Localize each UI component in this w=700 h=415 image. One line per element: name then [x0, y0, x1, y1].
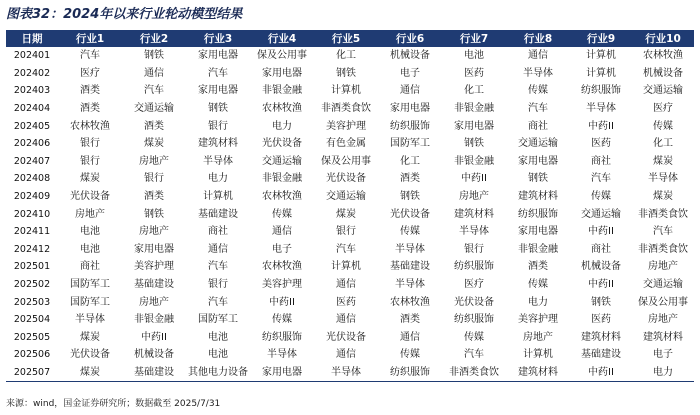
industry-cell: 汽车	[464, 349, 484, 361]
industry-cell: 光伏设备	[390, 208, 430, 220]
industry-cell: 光伏设备	[262, 138, 302, 150]
industry-cell: 基础建设	[581, 349, 621, 361]
date-cell: 202504	[13, 314, 51, 326]
industry-cell: 医疗	[653, 103, 673, 115]
industry-cell: 化工	[400, 155, 420, 167]
industry-cell: 计算机	[203, 191, 233, 203]
industry-cell: 交通运输	[326, 191, 366, 203]
industry-cell: 半导体	[395, 243, 425, 255]
industry-cell: 商社	[591, 243, 611, 255]
table-row	[6, 170, 694, 188]
industry-cell: 家用电器	[518, 226, 558, 238]
industry-cell: 医药	[591, 138, 611, 150]
industry-cell: 传媒	[528, 279, 548, 291]
industry-cell: 机械设备	[643, 67, 683, 79]
industry-cell: 机械设备	[134, 349, 174, 361]
header-industry-1: 行业1	[75, 33, 105, 45]
industry-cell: 房地产	[648, 314, 678, 326]
industry-cell: 保及公用事	[321, 155, 371, 167]
industry-cell: 煤炭	[80, 173, 100, 185]
industry-cell: 医疗	[80, 67, 100, 79]
industry-cell: 半导体	[648, 173, 678, 185]
header-industry-6: 行业6	[395, 33, 425, 45]
industry-cell: 银行	[80, 155, 100, 167]
industry-cell: 钢铁	[144, 208, 164, 220]
table-row	[6, 329, 694, 347]
date-cell: 202507	[13, 366, 51, 378]
industry-cell: 房地产	[139, 155, 169, 167]
industry-cell: 传媒	[591, 191, 611, 203]
industry-cell: 银行	[80, 138, 100, 150]
industry-cell: 农林牧渔	[262, 261, 302, 273]
industry-cell: 钢铁	[144, 50, 164, 62]
rotation-table-container	[6, 30, 694, 382]
industry-cell: 商社	[208, 226, 228, 238]
date-cell: 202502	[13, 279, 51, 291]
industry-cell: 商社	[591, 155, 611, 167]
source-note: 来源：wind，国金证券研究所；数据截至 2025/7/31	[6, 399, 221, 409]
industry-cell: 半导体	[331, 366, 361, 378]
table-row	[6, 346, 694, 364]
industry-cell: 交通运输	[581, 208, 621, 220]
industry-cell: 医药	[464, 67, 484, 79]
industry-cell: 传媒	[272, 314, 292, 326]
rotation-table	[6, 30, 694, 381]
industry-cell: 中药II	[141, 331, 167, 343]
industry-cell: 交通运输	[134, 103, 174, 115]
industry-cell: 汽车	[208, 67, 228, 79]
date-cell: 202409	[13, 191, 51, 203]
industry-cell: 中药II	[461, 173, 487, 185]
industry-cell: 美容护理	[326, 120, 366, 132]
industry-cell: 煤炭	[80, 331, 100, 343]
industry-cell: 纺织服饰	[390, 366, 430, 378]
industry-cell: 非银金融	[134, 314, 174, 326]
industry-cell: 汽车	[653, 226, 673, 238]
industry-cell: 建筑材料	[518, 191, 558, 203]
industry-cell: 钢铁	[591, 296, 611, 308]
industry-cell: 非酒类食饮	[638, 208, 688, 220]
industry-cell: 建筑材料	[518, 366, 558, 378]
industry-cell: 医药	[591, 314, 611, 326]
industry-cell: 机械设备	[390, 50, 430, 62]
industry-cell: 汽车	[591, 173, 611, 185]
industry-cell: 非银金融	[518, 243, 558, 255]
industry-cell: 汽车	[208, 296, 228, 308]
industry-cell: 银行	[144, 173, 164, 185]
industry-cell: 美容护理	[262, 279, 302, 291]
header-industry-2: 行业2	[139, 33, 169, 45]
table-row	[6, 188, 694, 206]
industry-cell: 半导体	[203, 155, 233, 167]
industry-cell: 交通运输	[643, 85, 683, 97]
header-industry-10: 行业10	[645, 33, 681, 45]
industry-cell: 房地产	[75, 208, 105, 220]
industry-cell: 通信	[400, 85, 420, 97]
industry-cell: 化工	[336, 50, 356, 62]
industry-cell: 光伏设备	[70, 191, 110, 203]
industry-cell: 纺织服饰	[454, 314, 494, 326]
industry-cell: 光伏设备	[70, 349, 110, 361]
industry-cell: 保及公用事	[638, 296, 688, 308]
industry-cell: 通信	[208, 243, 228, 255]
industry-cell: 光伏设备	[454, 296, 494, 308]
table-row	[6, 364, 694, 382]
industry-cell: 有色金属	[326, 138, 366, 150]
industry-cell: 商社	[80, 261, 100, 273]
industry-cell: 交通运输	[262, 155, 302, 167]
industry-cell: 商社	[528, 120, 548, 132]
industry-cell: 国防军工	[70, 279, 110, 291]
industry-cell: 机械设备	[581, 261, 621, 273]
industry-cell: 电力	[653, 366, 673, 378]
industry-cell: 基础建设	[198, 208, 238, 220]
industry-cell: 电子	[272, 243, 292, 255]
industry-cell: 医药	[336, 296, 356, 308]
header-industry-3: 行业3	[203, 33, 233, 45]
industry-cell: 基础建设	[390, 261, 430, 273]
industry-cell: 中药II	[588, 279, 614, 291]
industry-cell: 半导体	[459, 226, 489, 238]
industry-cell: 煤炭	[336, 208, 356, 220]
industry-cell: 汽车	[528, 103, 548, 115]
industry-cell: 电池	[80, 243, 100, 255]
date-cell: 202501	[13, 261, 51, 273]
industry-cell: 传媒	[400, 349, 420, 361]
industry-cell: 建筑材料	[581, 331, 621, 343]
industry-cell: 半导体	[523, 67, 553, 79]
industry-cell: 国防军工	[70, 296, 110, 308]
industry-cell: 纺织服饰	[390, 120, 430, 132]
industry-cell: 纺织服饰	[454, 261, 494, 273]
date-cell: 202412	[13, 243, 51, 255]
industry-cell: 家用电器	[198, 85, 238, 97]
table-row	[6, 293, 694, 311]
industry-cell: 家用电器	[454, 120, 494, 132]
industry-cell: 非酒类食饮	[638, 243, 688, 255]
industry-cell: 美容护理	[518, 314, 558, 326]
industry-cell: 保及公用事	[257, 50, 307, 62]
industry-cell: 房地产	[139, 226, 169, 238]
industry-cell: 钢铁	[336, 67, 356, 79]
industry-cell: 电力	[208, 173, 228, 185]
header-industry-8: 行业8	[523, 33, 553, 45]
industry-cell: 农林牧渔	[70, 120, 110, 132]
industry-cell: 半导体	[395, 279, 425, 291]
industry-cell: 非酒类食饮	[321, 103, 371, 115]
industry-cell: 汽车	[80, 50, 100, 62]
industry-cell: 计算机	[331, 261, 361, 273]
industry-cell: 非银金融	[262, 85, 302, 97]
industry-cell: 传媒	[653, 120, 673, 132]
industry-cell: 基础建设	[134, 366, 174, 378]
table-row	[6, 117, 694, 135]
date-cell: 202408	[13, 173, 51, 185]
industry-cell: 通信	[336, 279, 356, 291]
industry-cell: 光伏设备	[326, 331, 366, 343]
industry-cell: 酒类	[528, 261, 548, 273]
industry-cell: 煤炭	[144, 138, 164, 150]
industry-cell: 家用电器	[198, 50, 238, 62]
industry-cell: 半导体	[267, 349, 297, 361]
industry-cell: 煤炭	[653, 191, 673, 203]
industry-cell: 美容护理	[134, 261, 174, 273]
industry-cell: 电池	[464, 50, 484, 62]
date-cell: 202403	[13, 85, 51, 97]
industry-cell: 建筑材料	[454, 208, 494, 220]
industry-cell: 计算机	[586, 50, 616, 62]
date-cell: 202404	[13, 103, 51, 115]
industry-cell: 计算机	[523, 349, 553, 361]
industry-cell: 非酒类食饮	[449, 366, 499, 378]
table-row	[6, 135, 694, 153]
table-row	[6, 276, 694, 294]
table-row	[6, 47, 694, 65]
date-cell: 202506	[13, 349, 51, 361]
industry-cell: 电池	[208, 349, 228, 361]
table-row	[6, 100, 694, 118]
industry-cell: 农林牧渔	[262, 191, 302, 203]
industry-cell: 医疗	[464, 279, 484, 291]
date-cell: 202505	[13, 331, 51, 343]
industry-cell: 电力	[272, 120, 292, 132]
table-row	[6, 153, 694, 171]
date-cell: 202401	[13, 50, 51, 62]
industry-cell: 交通运输	[518, 138, 558, 150]
date-cell: 202503	[13, 296, 51, 308]
industry-cell: 电子	[400, 67, 420, 79]
industry-cell: 中药II	[588, 120, 614, 132]
industry-cell: 传媒	[528, 85, 548, 97]
industry-cell: 通信	[272, 226, 292, 238]
industry-cell: 钢铁	[528, 173, 548, 185]
industry-cell: 中药II	[588, 226, 614, 238]
industry-cell: 酒类	[80, 85, 100, 97]
date-cell: 202405	[13, 120, 51, 132]
date-cell: 202402	[13, 67, 51, 79]
industry-cell: 银行	[464, 243, 484, 255]
table-bottom-rule	[6, 381, 694, 382]
industry-cell: 煤炭	[653, 155, 673, 167]
industry-cell: 农林牧渔	[643, 50, 683, 62]
industry-cell: 钢铁	[208, 103, 228, 115]
industry-cell: 农林牧渔	[390, 296, 430, 308]
industry-cell: 酒类	[144, 191, 164, 203]
industry-cell: 非银金融	[454, 155, 494, 167]
industry-cell: 计算机	[331, 85, 361, 97]
table-header	[6, 30, 694, 47]
industry-cell: 房地产	[139, 296, 169, 308]
industry-cell: 化工	[653, 138, 673, 150]
industry-cell: 银行	[208, 120, 228, 132]
industry-cell: 国防军工	[198, 314, 238, 326]
industry-cell: 家用电器	[134, 243, 174, 255]
industry-cell: 传媒	[272, 208, 292, 220]
industry-cell: 农林牧渔	[262, 103, 302, 115]
industry-cell: 家用电器	[518, 155, 558, 167]
industry-cell: 通信	[336, 314, 356, 326]
industry-cell: 家用电器	[262, 366, 302, 378]
header-industry-4: 行业4	[267, 33, 297, 45]
industry-cell: 银行	[336, 226, 356, 238]
industry-cell: 汽车	[208, 261, 228, 273]
date-cell: 202407	[13, 155, 51, 167]
industry-cell: 酒类	[400, 314, 420, 326]
industry-cell: 家用电器	[390, 103, 430, 115]
header-date: 日期	[21, 33, 43, 45]
table-body	[6, 47, 694, 381]
date-cell: 202410	[13, 208, 51, 220]
industry-cell: 纺织服饰	[262, 331, 302, 343]
industry-cell: 非银金融	[262, 173, 302, 185]
header-industry-5: 行业5	[331, 33, 361, 45]
industry-cell: 通信	[336, 349, 356, 361]
industry-cell: 电池	[80, 226, 100, 238]
header-industry-7: 行业7	[459, 33, 489, 45]
industry-cell: 建筑材料	[643, 331, 683, 343]
table-row	[6, 65, 694, 83]
industry-cell: 半导体	[75, 314, 105, 326]
industry-cell: 房地产	[459, 191, 489, 203]
industry-cell: 非银金融	[454, 103, 494, 115]
industry-cell: 电力	[528, 296, 548, 308]
industry-cell: 家用电器	[262, 67, 302, 79]
table-row	[6, 258, 694, 276]
industry-cell: 国防军工	[390, 138, 430, 150]
table-row	[6, 205, 694, 223]
industry-cell: 计算机	[586, 67, 616, 79]
industry-cell: 汽车	[144, 85, 164, 97]
industry-cell: 纺织服饰	[518, 208, 558, 220]
industry-cell: 酒类	[400, 173, 420, 185]
industry-cell: 建筑材料	[198, 138, 238, 150]
industry-cell: 基础建设	[134, 279, 174, 291]
industry-cell: 房地产	[648, 261, 678, 273]
industry-cell: 中药II	[269, 296, 295, 308]
date-cell: 202411	[13, 226, 51, 238]
industry-cell: 传媒	[400, 226, 420, 238]
table-row	[6, 241, 694, 259]
industry-cell: 光伏设备	[326, 173, 366, 185]
industry-cell: 钢铁	[464, 138, 484, 150]
industry-cell: 钢铁	[400, 191, 420, 203]
industry-cell: 传媒	[464, 331, 484, 343]
table-row	[6, 223, 694, 241]
industry-cell: 通信	[400, 331, 420, 343]
industry-cell: 中药II	[588, 366, 614, 378]
industry-cell: 煤炭	[80, 366, 100, 378]
industry-cell: 通信	[528, 50, 548, 62]
industry-cell: 交通运输	[643, 279, 683, 291]
industry-cell: 银行	[208, 279, 228, 291]
industry-cell: 通信	[144, 67, 164, 79]
date-cell: 202406	[13, 138, 51, 150]
industry-cell: 纺织服饰	[581, 85, 621, 97]
table-row	[6, 311, 694, 329]
table-row	[6, 82, 694, 100]
industry-cell: 电子	[653, 349, 673, 361]
industry-cell: 其他电力设备	[188, 366, 248, 378]
industry-cell: 化工	[464, 85, 484, 97]
industry-cell: 电池	[208, 331, 228, 343]
industry-cell: 酒类	[80, 103, 100, 115]
industry-cell: 半导体	[586, 103, 616, 115]
industry-cell: 房地产	[523, 331, 553, 343]
header-industry-9: 行业9	[586, 33, 616, 45]
figure-title: 图表32：2024年以来行业轮动模型结果	[6, 7, 243, 22]
header-row	[6, 30, 694, 47]
industry-cell: 汽车	[336, 243, 356, 255]
industry-cell: 酒类	[144, 120, 164, 132]
